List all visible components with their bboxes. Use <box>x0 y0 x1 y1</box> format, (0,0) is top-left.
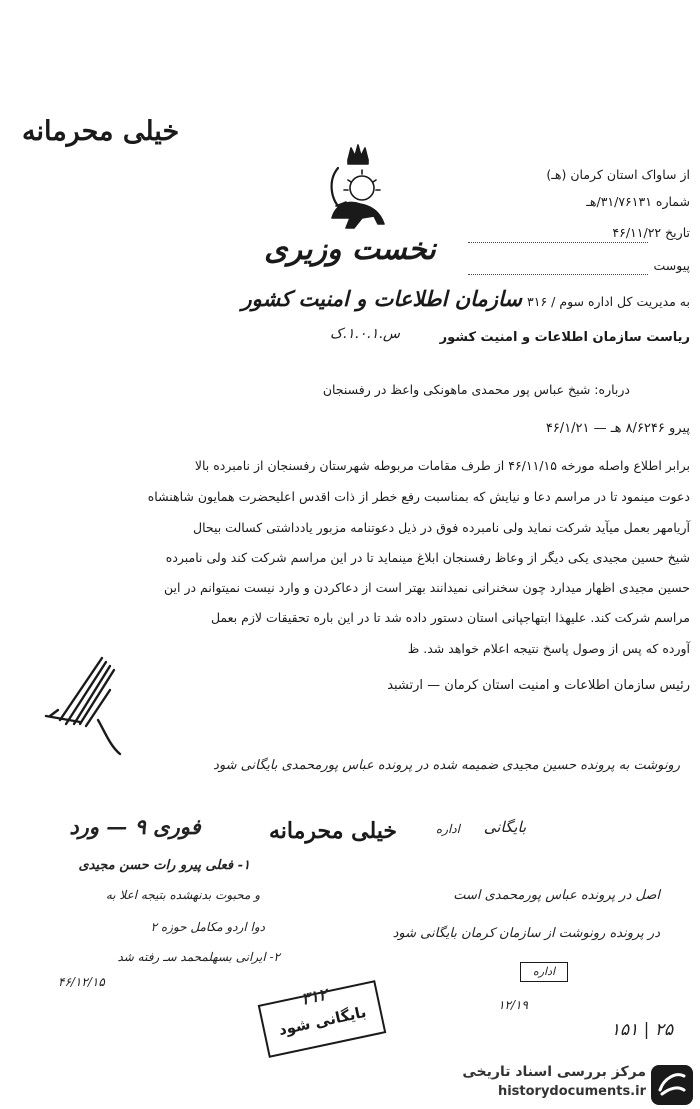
note-1: رونوشت به پرونده حسین مجیدی ضمیمه شده در پرونده عباس پورمحمدی بایگانی شود <box>213 758 680 773</box>
ref-code: س.۱.۰.۱.ک <box>330 326 400 342</box>
body-line-4: شیخ حسین مجیدی یکی دیگر از وعاظ رفسنجان ابلاغ مینماید تا در این مراسم شرکت کند ولی نامبرده <box>165 550 690 565</box>
signature-line: رئیس سازمان اطلاعات و امنیت استان کرمان — ارتشبد <box>387 678 690 693</box>
org-line-prefix: به مدیریت کل اداره سوم / ۳۱۶ <box>527 294 690 309</box>
attachment-line: پیوست <box>653 258 690 273</box>
note-2-line-1: اصل در پرونده عباس پورمحمدی است <box>453 888 660 903</box>
archive-stamp-label: بایگانی شود <box>276 1002 368 1040</box>
body-line-6: مراسم شرکت کند. علیهذا ابتهاجپانی استان دستور داده شد تا در این باره تحقیقات لازم بعمل <box>210 610 690 625</box>
classification-stamp: خیلی محرمانه <box>268 818 398 844</box>
stamp-office: اداره <box>435 822 460 836</box>
recipient-line: ریاست سازمان اطلاعات و امنیت کشور <box>439 330 690 345</box>
body-line-1: برابر اطلاع واصله مورخه ۴۶/۱۱/۱۵ از طرف مقامات مربوطه شهرستان رفسنجان از نامبرده بالا <box>194 458 690 473</box>
org-line-name: سازمان اطلاعات و امنیت کشور <box>241 286 522 311</box>
lion-sun-emblem <box>318 140 398 236</box>
note-3-line-3: دوا اردو مکامل حوزه ۲ <box>150 920 265 934</box>
date-line: تاریخ ۴۶/۱۱/۲۲ <box>612 225 690 240</box>
body-line-5: حسین مجیدی اظهار میدارد چون سخنرانی نمیدانند بهتر است از دعاکردن و وارد نیست نمیتوانم در این <box>164 580 690 595</box>
small-date: ۱۲/۱۹ <box>498 998 528 1012</box>
note-3-date: ۴۶/۱۲/۱۵ <box>58 975 105 989</box>
number-line: شماره ۳۱/۷۶۱۳۱/هـ <box>586 194 690 209</box>
small-box-stamp: اداره <box>520 962 568 982</box>
site-logo-icon <box>650 1064 694 1106</box>
note-2-line-2: در پرونده رونوشت از سازمان کرمان بایگانی شود <box>392 926 660 941</box>
archive-number: ۳۱۲ <box>299 984 329 1009</box>
note-3-line-2: و محبوت بدنهشده بتیجه اعلا به <box>105 888 260 902</box>
body-line-3: آریامهر بعمل میآید شرکت نماید ولی نامبرده فوق در ذیل دعوتنامه مزبور یادداشتی کسالت بیحال <box>193 520 690 535</box>
attachment-underline <box>468 274 648 275</box>
to-line: از ساواک استان کرمان (هـ) <box>546 167 690 182</box>
site-name: مرکز بررسی اسناد تاریخی <box>462 1064 646 1080</box>
note-3-line-4: ۲- ایرانی بسهلمحمد سـ رفته شد <box>117 950 280 964</box>
body-line-2: دعوت مینمود تا در مراسم دعا و نیایش که بمناسبت رفع خطر از ذات اقدس اعلیحضرت همایون شاهنشاه <box>147 489 690 504</box>
note-3-line-1: ۱- فعلی پیرو رات حسن مجیدی <box>78 858 250 873</box>
handwritten-scribble <box>40 650 140 760</box>
stamp-initials: بایگانی <box>483 818 527 836</box>
org-line <box>40 286 690 311</box>
page-number: ۱۵۱ | ۲۵ <box>610 1020 674 1040</box>
left-handwritten: فوری ۹ — ورد <box>69 814 201 839</box>
subject-line: درباره: شیخ عباس پور محمدی ماهونکی واعظ در رفسنجان <box>322 382 630 397</box>
site-url: historydocuments.ir <box>497 1084 646 1099</box>
ministry-title: نخست وزیری <box>264 232 436 267</box>
date-underline <box>468 242 648 243</box>
archive-stamp-box <box>258 980 387 1058</box>
subject-reference: پیرو ۸/۶۲۴۶ هـ — ۴۶/۱/۲۱ <box>545 421 690 436</box>
body-line-7: آورده که پس از وصول پاسخ نتیجه اعلام خواهد شد. ظ <box>407 641 690 656</box>
classification-top: خیلی محرمانه <box>22 116 180 147</box>
